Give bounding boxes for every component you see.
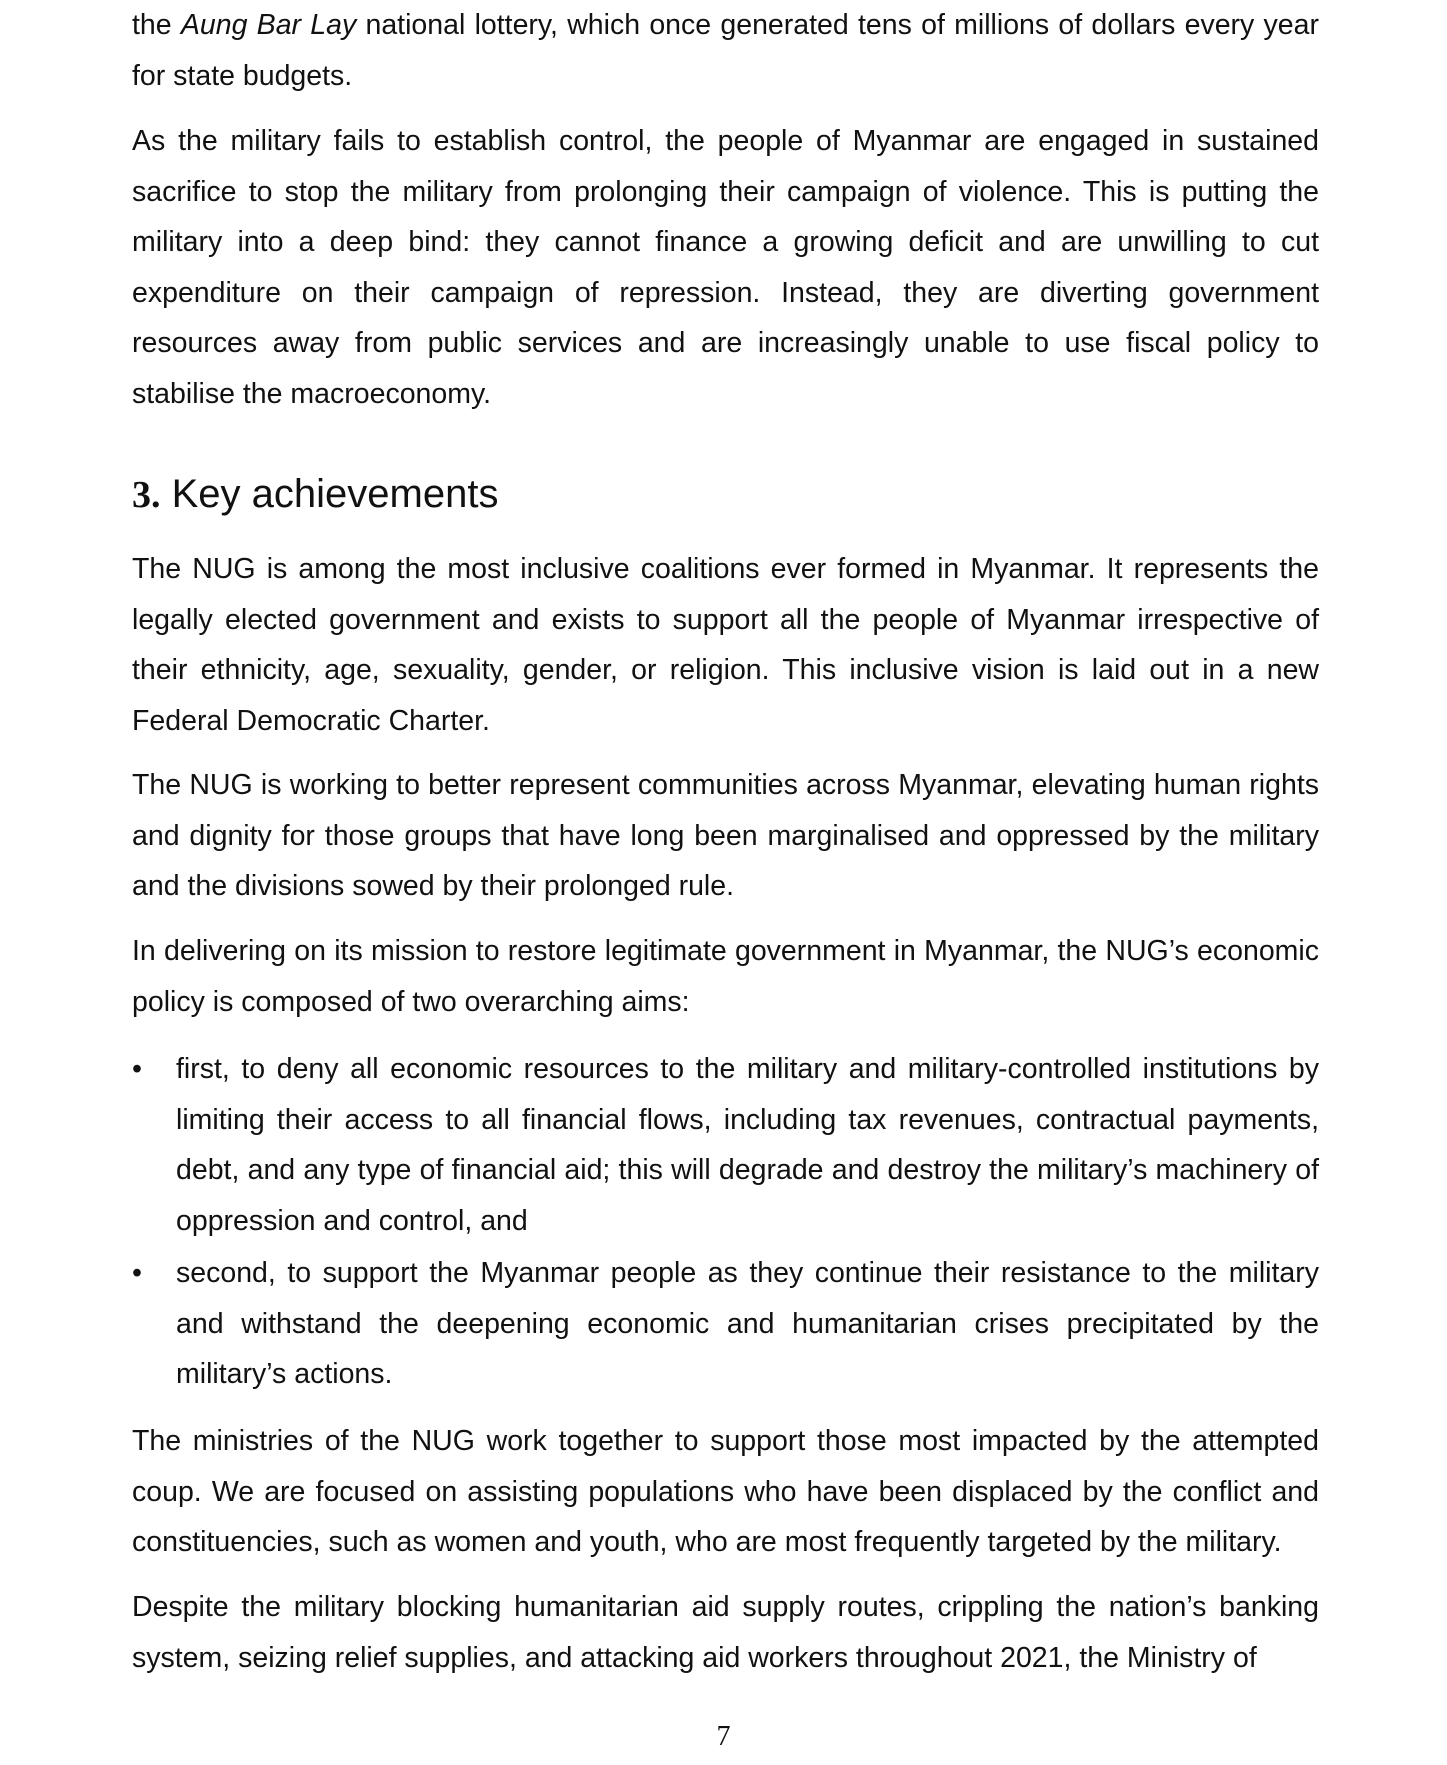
paragraph-economic-policy: In delivering on its mission to restore legitimate government in Myanmar, the NUG’s economic policy is composed of two overarching aims: <box>132 935 1319 1018</box>
page-number: 7 <box>716 1721 731 1752</box>
list-item <box>132 1248 1319 1400</box>
paragraph-humanitarian-aid: Despite the military blocking humanitarian aid supply routes, crippling the nation’s banking system, seizing relief supplies, and attacking aid workers throughout 2021, the Ministry of <box>132 1591 1319 1674</box>
section-heading <box>132 466 498 523</box>
list-item-text: first, to deny all economic resources to the military and military-controlled institutions by limiting their access to all financial flows, including tax revenues, contractual payments, debt, and any type of financial aid; this will degrade and destroy the military’s machinery of oppression and control, and <box>176 1053 1319 1237</box>
continued-paragraph-rest: national lottery, which once generated tens of millions of dollars every year for state budgets. <box>132 9 1319 92</box>
paragraph-ministries-support: The ministries of the NUG work together to support those most impacted by the attempted coup. We are focused on assisting populations who have been displaced by the conflict and constituencies, such as women and youth, who are most frequently targeted by the military. <box>132 1425 1319 1558</box>
paragraph-inclusive-coalition: The NUG is among the most inclusive coalitions ever formed in Myanmar. It represents the legally elected government and exists to support all the people of Myanmar irrespective of their ethnicity, age, sexuality, gender, or religion. This inclusive vision is laid out in a new Federal Democratic Charter. <box>132 553 1319 737</box>
list-item <box>132 1044 1319 1246</box>
paragraph-represent-communities: The NUG is working to better represent communities across Myanmar, elevating human rights and dignity for those groups that have long been marginalised and oppressed by the military and the divisions sowed by their prolonged rule. <box>132 769 1319 902</box>
aims-list <box>132 1044 1319 1402</box>
list-item-text: second, to support the Myanmar people as they continue their resistance to the military and withstand the deepening economic and humanitarian crises precipitated by the military’s actions. <box>176 1257 1319 1390</box>
continued-paragraph <box>132 0 1319 101</box>
lottery-name: Aung Bar Lay <box>180 9 357 41</box>
section-title: Key achievements <box>171 472 499 516</box>
bullet-icon: • <box>132 1053 142 1085</box>
section-number: 3. <box>132 474 161 516</box>
bullet-icon: • <box>132 1257 142 1289</box>
continued-paragraph-lead: the <box>132 9 181 41</box>
paragraph-military-deficit: As the military fails to establish control, the people of Myanmar are engaged in sustained sacrifice to stop the military from prolonging their campaign of violence. This is putting the military into a deep bind: they cannot finance a growing deficit and are unwilling to cut expenditure on their campaign of repression. Instead, they are diverting government resources away from public services and are increasingly unable to use fiscal policy to stabilise the macroeconomy. <box>132 125 1319 410</box>
